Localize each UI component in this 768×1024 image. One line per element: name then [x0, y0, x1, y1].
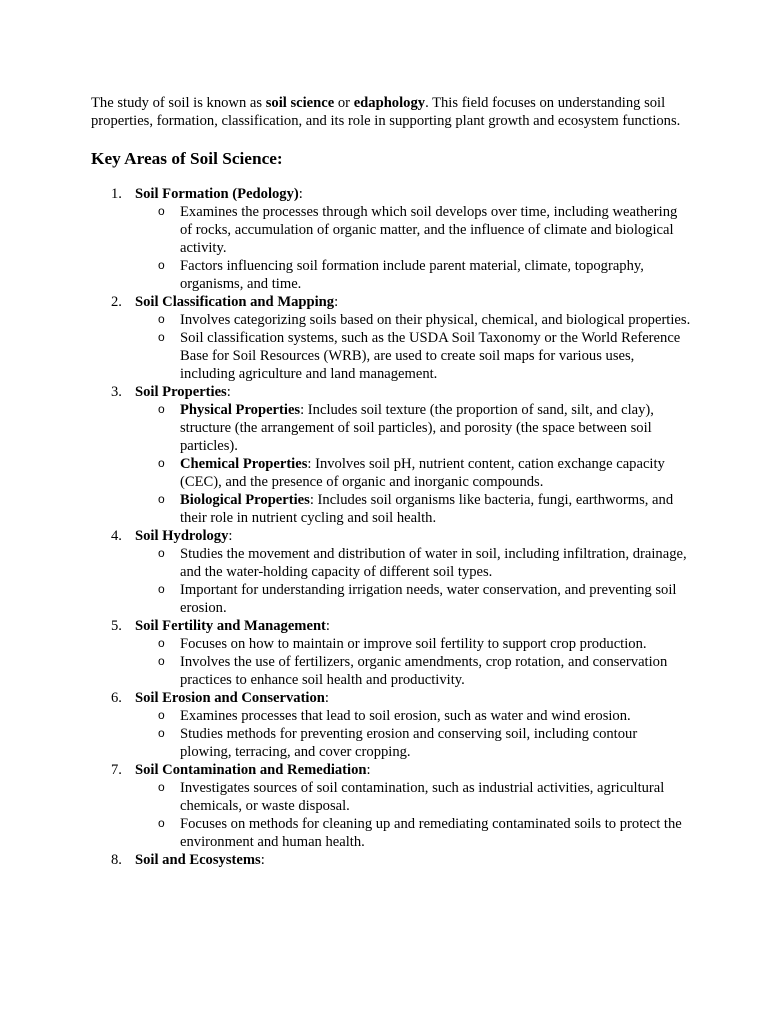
point-text: Focuses on methods for cleaning up and remediating contaminated soils to protect the environment and human health.	[180, 816, 682, 850]
point-text: Involves the use of fertilizers, organic amendments, crop rotation, and conservation practices to enhance soil health and productivity.	[180, 654, 668, 688]
list-item: 8. Soil and Ecosystems:	[111, 852, 265, 868]
sub-point-list	[135, 203, 691, 293]
bullet-icon: o	[158, 726, 165, 740]
point-text: Important for understanding irrigation needs, water conservation, and preventing soil erosion.	[180, 582, 677, 616]
bullet-icon: o	[158, 330, 165, 344]
sub-point	[135, 653, 691, 689]
area-title: Soil and Ecosystems	[135, 852, 261, 868]
area-title: Soil Fertility and Management	[135, 618, 326, 634]
list-item: 4. Soil Hydrology: o Studies the movement and distribution of water in soil, including infiltration, drainage, and the water-holding capacity of different soil types. o Important for understanding irrigation needs, water conservation, and preventing soil erosion.	[91, 527, 691, 617]
point-text: Factors influencing soil formation include parent material, climate, topography, organisms, and time.	[180, 258, 644, 292]
sub-point	[135, 779, 691, 815]
point-text: Examines processes that lead to soil erosion, such as water and wind erosion.	[180, 708, 631, 724]
sub-point	[135, 401, 691, 455]
point-text: Focuses on how to maintain or improve soil fertility to support crop production.	[180, 636, 647, 652]
bullet-icon: o	[158, 582, 165, 596]
sub-point	[135, 257, 691, 293]
list-item: 7. Soil Contamination and Remediation: o Investigates sources of soil contamination, such as industrial activities, agricultural chemicals, or waste disposal. o Focuses on methods for cleaning up and remediating contaminated soils to protect the environment and human health.	[91, 761, 691, 851]
list-item: 2. Soil Classification and Mapping: o Involves categorizing soils based on their physical, chemical, and biological properties. o Soil classification systems, such as the USDA Soil Taxonomy or the World Reference Base for Soil Resources (WRB), are used to create soil maps for various uses, including agriculture and land management.	[111, 294, 691, 382]
intro-text-2: or	[334, 95, 354, 111]
point-text: : Includes soil organisms like bacteria, fungi, earthworms, and their role in nutrient cycling and soil health.	[180, 492, 674, 526]
sub-point-list	[135, 635, 691, 689]
sub-point	[135, 311, 691, 329]
list-number: 4.	[111, 528, 122, 544]
point-text: Soil classification systems, such as the USDA Soil Taxonomy or the World Reference Base for Soil Resources (WRB), are used to create soil maps for various uses, including agriculture and land management.	[180, 330, 681, 382]
area-title: Soil Classification and Mapping	[135, 294, 335, 310]
list-item: 3. Soil Properties: o Physical Properties: Includes soil texture (the proportion of sand, silt, and clay), structure (the arrangement of soil particles), and porosity (the space between soil particles). o Chemical Properties: Involves soil pH, nutrient content, cation exchange capacity (CEC), and the presence of organic and inorganic compounds. o Biological Properties: Includes soil organisms like bacteria, fungi, earthworms, and their role in nutrient cycling and soil health.	[91, 383, 691, 527]
term-edaphology: edaphology	[353, 95, 426, 111]
bullet-icon: o	[158, 492, 165, 506]
point-label: Biological Properties	[180, 492, 310, 508]
area-title: Soil Properties	[135, 384, 227, 400]
sub-point	[135, 815, 691, 851]
sub-point-list	[135, 311, 691, 383]
bullet-icon: o	[158, 258, 165, 272]
point-text: Investigates sources of soil contamination, such as industrial activities, agricultural chemicals, or waste disposal.	[180, 780, 665, 814]
point-text: Studies methods for preventing erosion and conserving soil, including contour plowing, terracing, and cover cropping.	[180, 726, 638, 760]
document-page	[91, 94, 691, 869]
list-number: 8.	[111, 852, 122, 868]
bullet-icon: o	[158, 708, 165, 722]
sub-point-list	[135, 545, 691, 617]
point-text: Studies the movement and distribution of water in soil, including infiltration, drainage, and the water-holding capacity of different soil types.	[180, 546, 687, 580]
list-number: 7.	[111, 762, 122, 778]
list-number: 6.	[111, 690, 122, 706]
term-soil-science: soil science	[265, 95, 335, 111]
bullet-icon: o	[158, 654, 165, 668]
key-areas-list	[91, 185, 691, 869]
point-text: Examines the processes through which soil develops over time, including weathering of rocks, accumulation of organic matter, and the influence of climate and biological activity.	[180, 204, 678, 256]
intro-text-3: . This field focuses on understanding soil properties, formation, classification, and its role in supporting plant growth and ecosystem functions.	[91, 95, 681, 129]
sub-point-list	[135, 779, 691, 851]
sub-point	[135, 455, 691, 491]
section-heading: Key Areas of Soil Science:	[91, 149, 283, 168]
list-item: 1. Soil Formation (Pedology): o Examines the processes through which soil develops over time, including weathering of rocks, accumulation of organic matter, and the influence of climate and biological activity. o Factors influencing soil formation include parent material, climate, topography, organisms, and time.	[91, 185, 691, 293]
sub-point	[135, 635, 691, 653]
point-label: Physical Properties	[180, 402, 301, 418]
point-label: Chemical Properties	[180, 456, 308, 472]
sub-point	[135, 707, 691, 725]
sub-point	[135, 203, 691, 257]
bullet-icon: o	[158, 204, 165, 218]
intro-text-1: The study of soil is known as	[91, 95, 266, 111]
bullet-icon: o	[158, 312, 165, 326]
sub-point	[135, 545, 691, 581]
sub-point-list	[135, 401, 691, 527]
sub-point-list	[135, 707, 691, 761]
sub-point	[135, 725, 691, 761]
list-number: 3.	[111, 384, 122, 400]
bullet-icon: o	[158, 816, 165, 830]
list-number: 5.	[111, 618, 122, 634]
bullet-icon: o	[158, 546, 165, 560]
bullet-icon: o	[158, 456, 165, 470]
point-text: : Includes soil texture (the proportion of sand, silt, and clay), structure (the arrangement of soil particles), and porosity (the space between soil particles).	[180, 402, 654, 454]
bullet-icon: o	[158, 780, 165, 794]
list-item: 5. Soil Fertility and Management: o Focuses on how to maintain or improve soil fertility to support crop production. o Involves the use of fertilizers, organic amendments, crop rotation, and conservation practices to enhance soil health and productivity.	[91, 617, 691, 689]
sub-point	[135, 581, 691, 617]
area-title: Soil Hydrology	[135, 528, 229, 544]
list-number: 1.	[111, 186, 122, 202]
intro-paragraph	[91, 94, 691, 130]
area-title: Soil Formation (Pedology)	[135, 186, 299, 202]
bullet-icon: o	[158, 636, 165, 650]
sub-point	[135, 329, 691, 383]
area-title: Soil Contamination and Remediation	[135, 762, 367, 778]
sub-point	[135, 491, 691, 527]
bullet-icon: o	[158, 402, 165, 416]
list-number: 2.	[111, 294, 122, 310]
list-item: 6. Soil Erosion and Conservation: o Examines processes that lead to soil erosion, such as water and wind erosion. o Studies methods for preventing erosion and conserving soil, including contour plowing, terracing, and cover cropping.	[91, 689, 691, 761]
area-title: Soil Erosion and Conservation	[135, 690, 325, 706]
point-text: : Involves soil pH, nutrient content, cation exchange capacity (CEC), and the presence of organic and inorganic compounds.	[180, 456, 665, 490]
point-text: Involves categorizing soils based on their physical, chemical, and biological properties.	[180, 312, 691, 328]
